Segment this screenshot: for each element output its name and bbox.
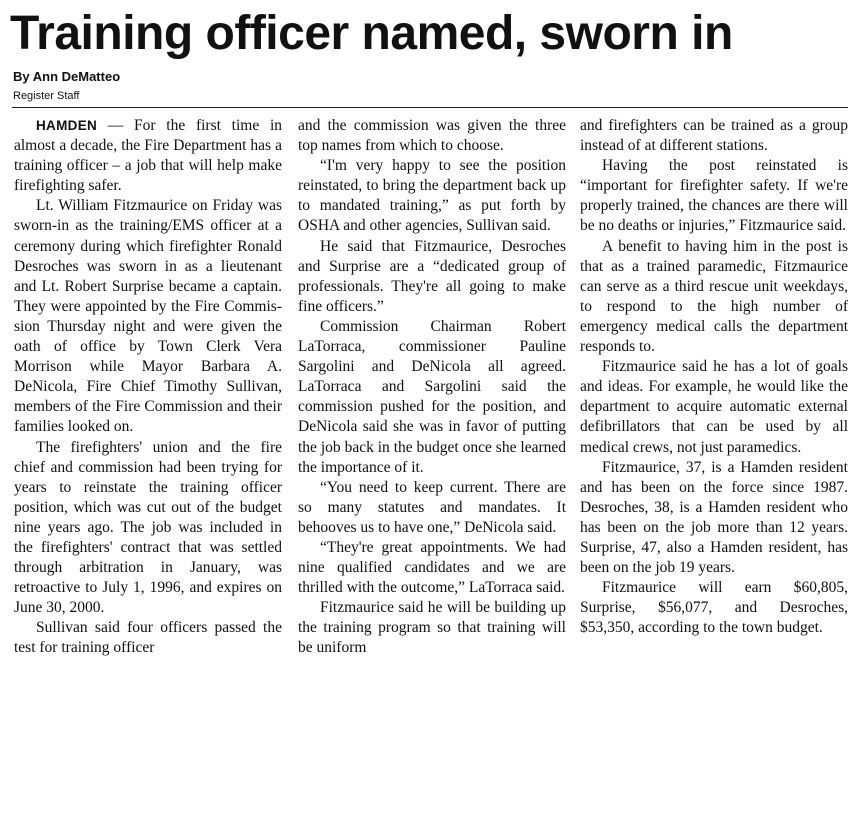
paragraph: “You need to keep current. There are so many statutes and mandates. It behooves us to have one,” DeNicola said.	[298, 478, 566, 536]
paragraph: “They're great appointments. We had nine qualified candidates and we are thrilled with the outcome,” LaTorraca said.	[298, 538, 566, 597]
header-rule	[12, 107, 848, 108]
paragraph: He said that Fitzmaurice, Desroches and Surprise are a “dedicated group of professionals. They're all going to make fine officers.”	[298, 237, 566, 315]
paragraph: Fitzmaurice said he will be building up the training program so that training will be uniform	[298, 599, 566, 657]
dateline: HAMDEN	[36, 118, 98, 133]
staff-label: Register Staff	[13, 90, 80, 102]
article-column-1	[14, 116, 282, 832]
paragraph-continued: and the commission was given the three top names from which to choose.	[298, 117, 566, 155]
paragraph: Fitzmaurice said he has a lot of goals and ideas. For example, he would like the department to acquire automatic external defibrillators that can be used by all medical crews, not just paramedics.	[580, 358, 848, 456]
lead-text: — For the first time in almost a decade, the Fire Department has a training officer – a job that will help make firefighting safer.	[14, 117, 282, 195]
paragraph: A benefit to having him in the post is that as a trained paramedic, Fitzmaurice can serve as a third rescue unit weekdays, to respond to the high number of emergency medical calls the department responds to.	[580, 237, 848, 356]
article-column-3	[580, 116, 848, 832]
paragraph: Having the post reinstated is “important for firefighter safety. If we're properly trained, the chances are there will be no deaths or injuries,” Fitzmaurice said.	[580, 157, 848, 235]
paragraph: Fitzmaurice, 37, is a Hamden resident and has been on the force since 1987. Desroches, 38, is a Hamden resident who has been on the job more than 12 years. Surprise, 47, also a Hamden resident, has been on the job 19 years.	[580, 458, 848, 577]
byline: By Ann DeMatteo	[13, 69, 121, 84]
paragraph: Commission Chairman Robert LaTorraca, commissioner Pauline Sargolini and DeNicola all agreed. LaTorraca and Sargolini said the commission pushed for the position, and DeNicola said she was in favor of putting the job back in the budget once she learned the importance of it.	[298, 317, 566, 476]
paragraph: The firefighters' union and the fire chief and commission had been trying for years to reinstate the training officer position, which was cut out of the budget nine years ago. The job was included in the firefighters' contract that was settled through arbitration in January, was retroactive to July 1, 1996, and expires on June 30, 2000.	[14, 438, 282, 617]
paragraph: Sullivan said four officers passed the test for training officer	[14, 619, 282, 657]
headline: Training officer named, sworn in	[10, 7, 733, 60]
paragraph: “I'm very happy to see the position reinstated, to bring the department back up to mandated training,” as put forth by OSHA and other agencies, Sullivan said.	[298, 157, 566, 235]
paragraph: Lt. William Fitzmaurice on Friday was sworn-in as the training/EMS officer at a ceremony during which firefighter Ronald Desroches was sworn in as a lieutenant and Lt. Robert Surprise became a captain. They were appointed by the Fire Commission Thursday night and were given the oath of office by Town Clerk Vera Morrison while Mayor Barbara A. DeNicola, Fire Chief Timothy Sullivan, members of the Fire Commission and their families looked on.	[14, 197, 282, 436]
paragraph: Fitzmaurice will earn $60,805, Surprise, $56,077, and Desroches, $53,350, according to the town budget.	[580, 579, 848, 637]
lead-paragraph	[14, 116, 282, 196]
article-column-2	[298, 116, 566, 832]
paragraph-continued: and firefighters can be trained as a group instead of at different stations.	[580, 117, 848, 155]
